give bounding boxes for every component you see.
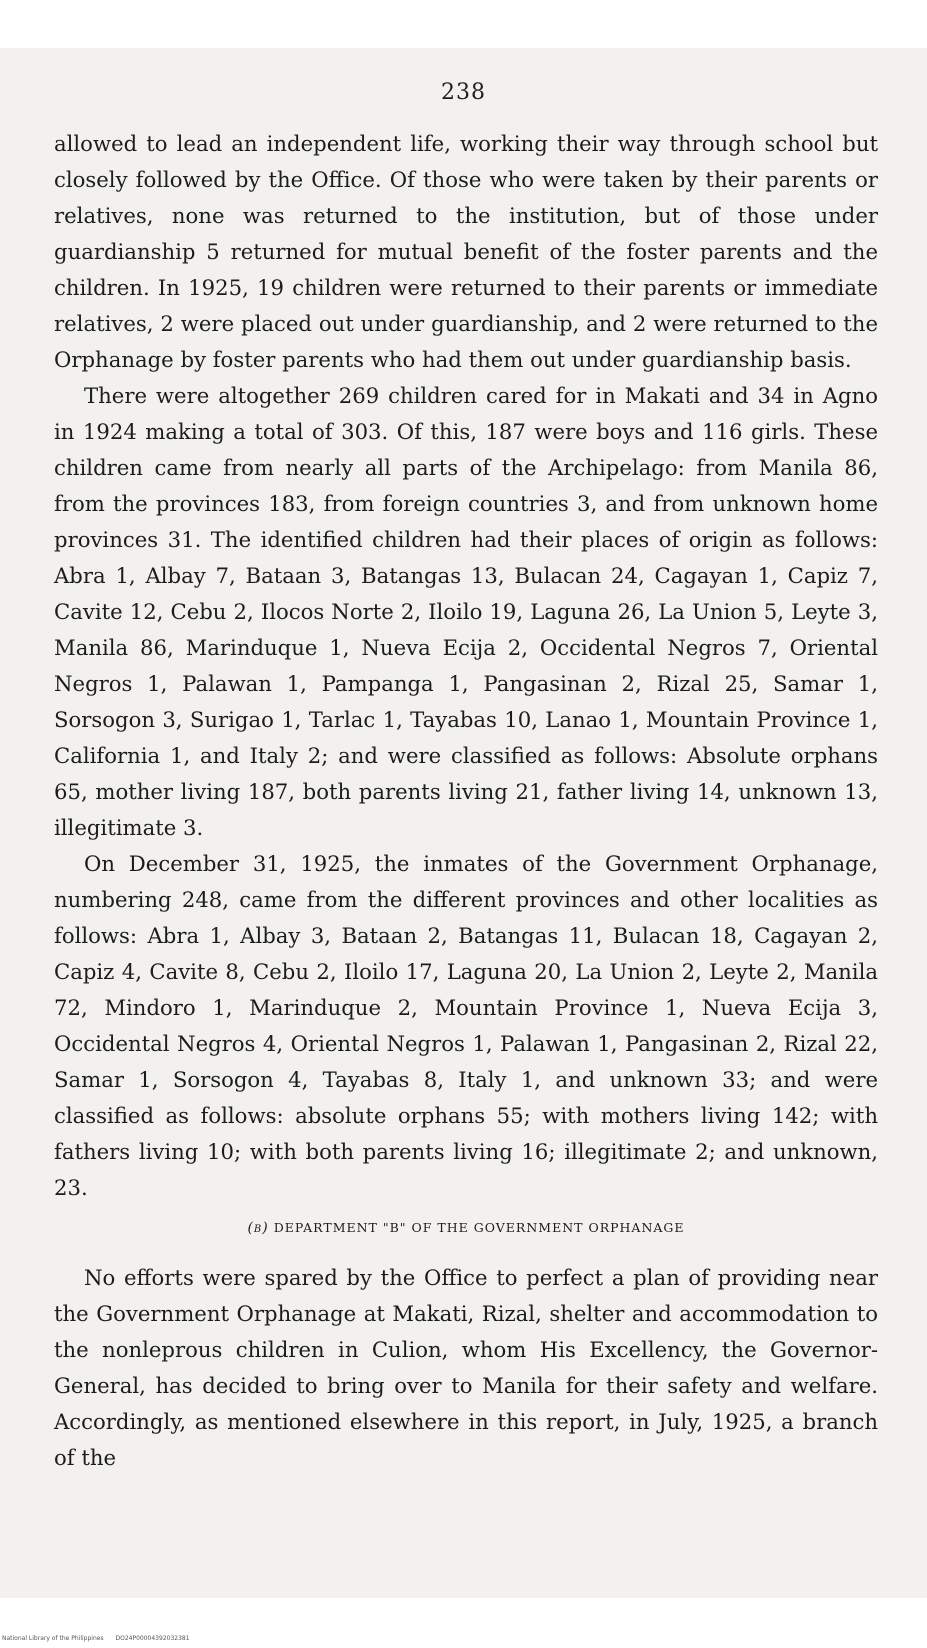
paragraph-1924-statistics: There were altogether 269 children cared for in Makati and 34 in Agno in 1924 making a total of 303. Of this, 187 were boys and 116 girls. These children came from nearly all parts of the Archipelago: from Manila 86, from the provinces 183, from foreign countries 3, and from unknown home provinces 31. The identified children had their places of origin as follows: Abra 1, Albay 7, Bataan 3, Batangas 13, Bulacan 24, Cagayan 1, Capiz 7, Cavite 12, Cebu 2, Ilocos Norte 2, Iloilo 19, Laguna 26, La Union 5, Leyte 3, Manila 86, Marinduque 1, Nueva Ecija 2, Occidental Negros 7, Oriental Negros 1, Palawan 1, Pampanga 1, Pangasinan 2, Rizal 25, Samar 1, Sorsogon 3, Surigao 1, Tarlac 1, Tayabas 10, Lanao 1, Mountain Province 1, California 1, and Italy 2; and were classified as follows: Absolute orphans 65, mother living 187, both parents living 21, father living 14, unknown 13, illegitimate 3. <box>54 383 878 840</box>
page-footer <box>2 1635 200 1642</box>
page-number: 238 <box>441 80 486 105</box>
page-body <box>54 126 878 1476</box>
section-heading-label: (b) <box>247 1220 269 1236</box>
paragraph-continuation: allowed to lead an independent life, working their way through school but closely followed by the Office. Of those who were taken by their parents or relatives, none was returned to the institution, but of those under guardianship 5 returned for mutual benefit of the foster parents and the children. In 1925, 19 children were returned to their parents or immediate relatives, 2 were placed out under guardianship, and 2 were returned to the Orphanage by foster parents who had them out under guardianship basis. <box>54 131 878 372</box>
footer-identifier: DO24P00004392032381 <box>115 1635 190 1642</box>
paragraph-1925-inmates: On December 31, 1925, the inmates of the Government Orphanage, numbering 248, came from the different provinces and other localities as follows: Abra 1, Albay 3, Bataan 2, Batangas 11, Bulacan 18, Cagayan 2, Capiz 4, Cavite 8, Cebu 2, Iloilo 17, Laguna 20, La Union 2, Leyte 2, Manila 72, Mindoro 1, Marinduque 2, Mountain Province 1, Nueva Ecija 3, Occidental Negros 4, Oriental Negros 1, Palawan 1, Pangasinan 2, Rizal 22, Samar 1, Sorsogon 4, Tayabas 8, Italy 1, and unknown 33; and were classified as follows: absolute orphans 55; with mothers living 142; with fathers living 10; with both parents living 16; illegitimate 2; and unknown, 23. <box>54 851 878 1200</box>
paragraph-department-b: No efforts were spared by the Office to perfect a plan of providing near the Government Orphanage at Makati, Rizal, shelter and accommodation to the nonleprous children in Culion, whom His Excellency, the Governor-General, has decided to bring over to Manila for their safety and welfare. Accordingly, as mentioned elsewhere in this report, in July, 1925, a branch of the <box>54 1265 878 1470</box>
section-heading <box>54 1218 878 1238</box>
footer-library: National Library of the Philippines <box>2 1635 104 1642</box>
section-heading-title: DEPARTMENT "B" OF THE GOVERNMENT ORPHANAGE <box>273 1220 685 1235</box>
